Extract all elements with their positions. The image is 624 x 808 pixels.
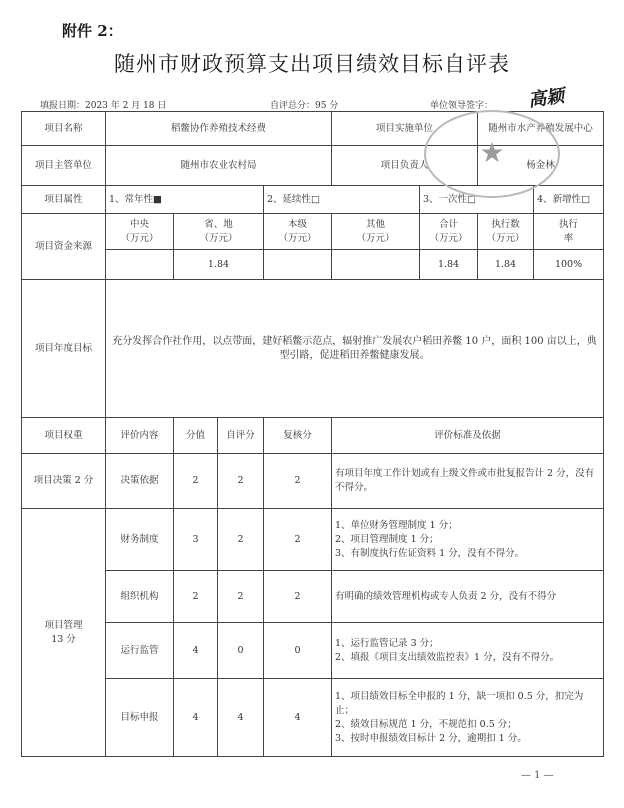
funding-header: 其他 （万元） [332, 214, 420, 250]
funding-value [332, 250, 420, 280]
fill-date: 填报日期：2023 年 2 月 18 日 [40, 101, 167, 111]
handwritten-signature: 高颖 [526, 85, 566, 112]
project-name-label: 项目名称 [22, 112, 106, 146]
row-review-score: 2 [264, 571, 332, 623]
funding-header: 执行 率 [534, 214, 604, 250]
row-self-score: 2 [218, 571, 264, 623]
funding-value: 1.84 [478, 250, 534, 280]
unit-signature-label: 单位领导签字： [430, 101, 494, 111]
funding-value: 100% [534, 250, 604, 280]
project-name: 稻鳖协作养殖技术经费 [106, 112, 332, 146]
document-title: 随州市财政预算支出项目绩效目标自评表 [114, 52, 510, 76]
row-criteria: 1、单位财务管理制度 1 分； 2、项目管理制度 1 分； 3、有制度执行佐证资料 1 分，没有不得分。 [332, 509, 604, 571]
row-review-score: 4 [264, 679, 332, 757]
funding-header: 执行数 （万元） [478, 214, 534, 250]
row-content: 组织机构 [106, 571, 174, 623]
attr-option-2: 2、延续性□ [264, 186, 420, 214]
row-self-score: 4 [218, 679, 264, 757]
row-score: 2 [174, 454, 218, 509]
page-number: — 1 — [521, 770, 554, 781]
attr-option-1: 1、常年性■ [106, 186, 264, 214]
attr-option-3: 3、一次性□ [420, 186, 534, 214]
funding-value [106, 250, 174, 280]
official-seal-icon: ★ [424, 110, 560, 198]
row-score: 2 [174, 571, 218, 623]
row-criteria: 有明确的绩效管理机构或专人负责 2 分，没有不得分 [332, 571, 604, 623]
evaluation-table [21, 111, 604, 757]
weight-decision: 项目决策 2 分 [22, 454, 106, 509]
checked-box-icon: ■ [153, 193, 163, 205]
funding-value: 1.84 [420, 250, 478, 280]
self-score-total: 自评总分：95 分 [270, 101, 339, 111]
supervisor-label: 项目主管单位 [22, 146, 106, 186]
impl-unit-label: 项目实施单位 [332, 112, 478, 146]
eval-header-content: 评价内容 [106, 418, 174, 454]
impl-unit: 随州市水产养殖发展中心 [478, 112, 604, 146]
eval-header-self: 自评分 [218, 418, 264, 454]
eval-header-review: 复核分 [264, 418, 332, 454]
annual-goal-label: 项目年度目标 [22, 280, 106, 418]
annual-goal-text: 充分发挥合作社作用，以点带面，建好稻鳖示范点，辐射推广发展农户稻田养鳖 10 户，面积 100 亩以上，典型引路，促进稻田养鳖健康发展。 [106, 280, 604, 418]
attr-label: 项目属性 [22, 186, 106, 214]
row-self-score: 0 [218, 623, 264, 679]
row-review-score: 2 [264, 454, 332, 509]
row-content: 运行监管 [106, 623, 174, 679]
row-criteria: 1、运行监管记录 3 分； 2、填报《项目支出绩效监控表》1 分，没有不得分。 [332, 623, 604, 679]
funding-value: 1.84 [174, 250, 264, 280]
row-self-score: 2 [218, 454, 264, 509]
leader-label: 项目负责人 [332, 146, 478, 186]
attachment-label: 附件 2： [62, 22, 123, 40]
row-criteria: 有项目年度工作计划或有上级文件或市批复报告计 2 分，没有不得分。 [332, 454, 604, 509]
funding-header: 中央 （万元） [106, 214, 174, 250]
funding-value [264, 250, 332, 280]
row-review-score: 2 [264, 509, 332, 571]
weight-management: 项目管理 13 分 [22, 509, 106, 757]
supervisor: 随州市农业农村局 [106, 146, 332, 186]
eval-header-weight: 项目权重 [22, 418, 106, 454]
funding-header: 省、地 （万元） [174, 214, 264, 250]
attr-option-4: 4、新增性□ [534, 186, 604, 214]
row-criteria: 1、项目绩效目标全申报的 1 分，缺一项扣 0.5 分，扣完为止； 2、绩效目标规范 1 分，不规范扣 0.5 分； 3、按时申报绩效目标计 2 分，逾期扣 1 分。 [332, 679, 604, 757]
row-review-score: 0 [264, 623, 332, 679]
eval-header-score: 分值 [174, 418, 218, 454]
row-score: 4 [174, 679, 218, 757]
funding-header: 合计 （万元） [420, 214, 478, 250]
row-content: 目标申报 [106, 679, 174, 757]
funding-label: 项目资金来源 [22, 214, 106, 280]
row-self-score: 2 [218, 509, 264, 571]
leader: 杨金林 [478, 146, 604, 186]
row-content: 决策依据 [106, 454, 174, 509]
row-content: 财务制度 [106, 509, 174, 571]
row-score: 4 [174, 623, 218, 679]
row-score: 3 [174, 509, 218, 571]
eval-header-criteria: 评价标准及依据 [332, 418, 604, 454]
funding-header: 本级 （万元） [264, 214, 332, 250]
